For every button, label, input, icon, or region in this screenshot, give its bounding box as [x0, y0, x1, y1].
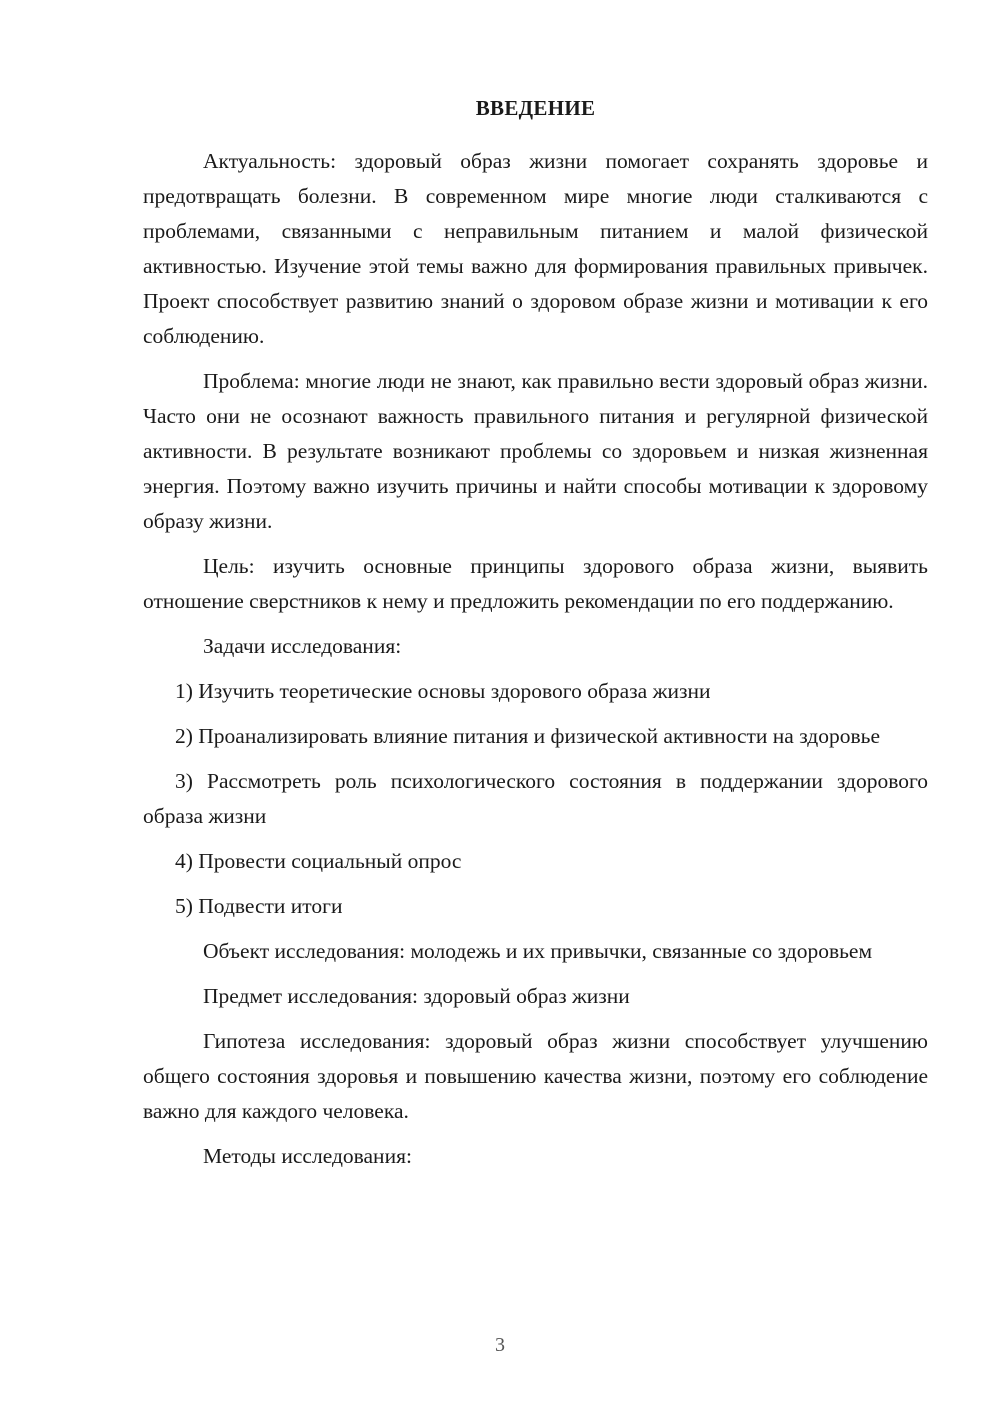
paragraph-hypothesis: Гипотеза исследования: здоровый образ жизни способствует улучшению общего состояния здоровья и повышению качества жизни, поэтому его соблюдение важно для каждого человека. — [143, 1028, 928, 1123]
paragraph-goal: Цель: изучить основные принципы здорового образа жизни, выявить отношение сверстников к нему и предложить рекомендации по его поддержанию. — [143, 553, 928, 613]
task-item-5: 5) Подвести итоги — [175, 893, 343, 918]
task-item-4: 4) Провести социальный опрос — [175, 848, 462, 873]
task-item-2: 2) Проанализировать влияние питания и физической активности на здоровье — [175, 723, 880, 748]
task-item-1: 1) Изучить теоретические основы здорового образа жизни — [175, 678, 711, 703]
page-number: 3 — [495, 1334, 505, 1356]
paragraph-subject: Предмет исследования: здоровый образ жизни — [203, 983, 630, 1008]
paragraph-problem: Проблема: многие люди не знают, как правильно вести здоровый образ жизни. Часто они не осознают важность правильного питания и регулярной физической активности. В результате возникают проблемы со здоровьем и низкая жизненная энергия. Поэтому важно изучить причины и найти способы мотивации к здоровому образу жизни. — [143, 368, 928, 533]
task-item-3: 3) Рассмотреть роль психологического состояния в поддержании здорового образа жизни — [143, 768, 928, 828]
paragraph-relevance: Актуальность: здоровый образ жизни помогает сохранять здоровье и предотвращать болезни. В современном мире многие люди сталкиваются с проблемами, связанными с неправильным питанием и малой физической активностью. Изучение этой темы важно для формирования правильных привычек. Проект способствует развитию знаний о здоровом образе жизни и мотивации к его соблюдению. — [143, 148, 928, 348]
page-title: ВВЕДЕНИЕ — [475, 96, 596, 120]
paragraph-methods: Методы исследования: — [203, 1143, 412, 1168]
paragraph-object: Объект исследования: молодежь и их привычки, связанные со здоровьем — [203, 938, 873, 963]
paragraph-tasks-heading: Задачи исследования: — [203, 633, 402, 658]
